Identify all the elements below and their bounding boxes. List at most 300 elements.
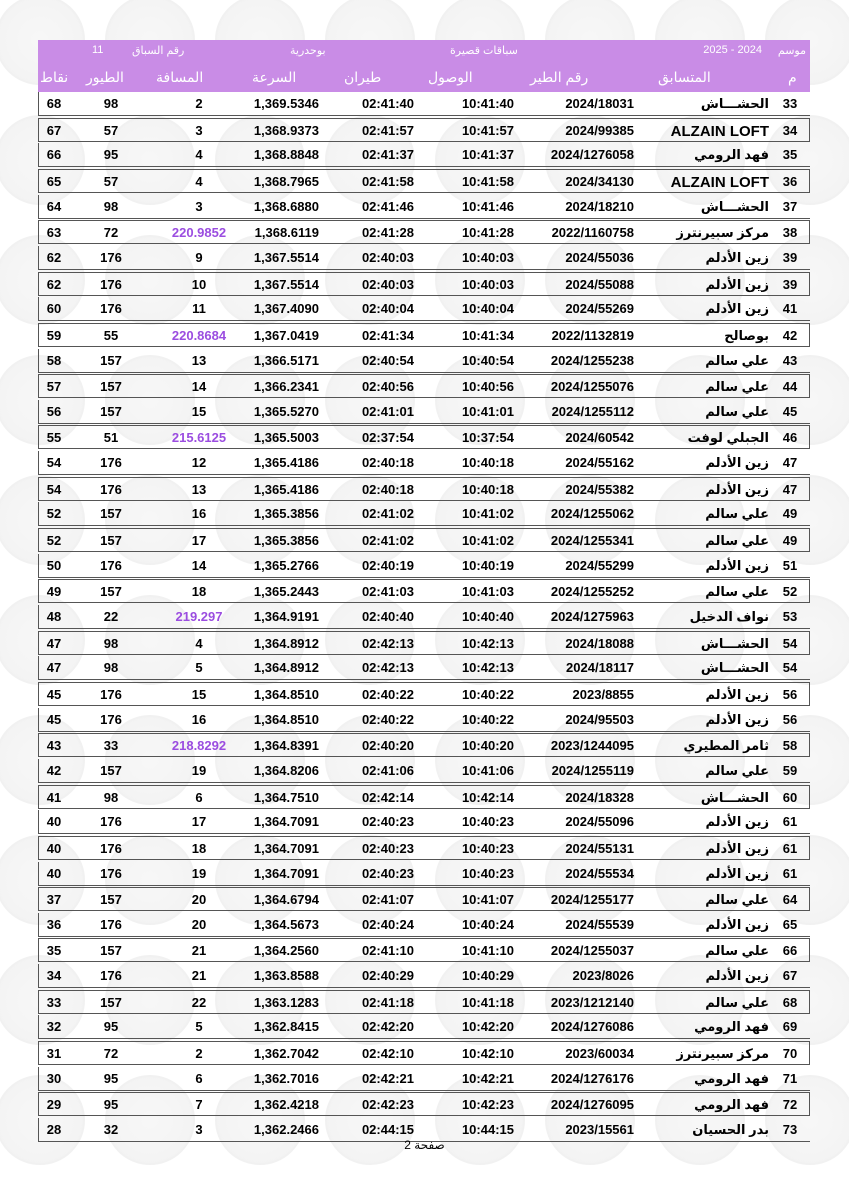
cell-arrival: 10:41:18 xyxy=(461,994,514,1010)
cell-speed: 1,364.7510 xyxy=(253,789,319,805)
cell-flight: 02:41:10 xyxy=(361,943,414,959)
cell-speed: 1,365.2443 xyxy=(253,584,319,600)
table-header xyxy=(38,63,810,92)
cell-arrival: 10:41:07 xyxy=(461,892,514,908)
cell-flight: 02:40:19 xyxy=(361,557,414,573)
cell-flight: 02:42:13 xyxy=(361,635,414,651)
cell-ring: 2022/1132819 xyxy=(551,327,634,343)
cell-distance: 220.8684 xyxy=(171,327,227,343)
cell-name: فهد الرومي xyxy=(694,1019,769,1035)
table-row xyxy=(38,425,810,449)
cell-name: زين الأدلم xyxy=(705,840,769,856)
cell-ring: 2024/1255341 xyxy=(550,533,634,548)
cell-points: 63 xyxy=(46,225,62,241)
cell-points: 60 xyxy=(46,301,62,317)
cell-speed: 1,363.1283 xyxy=(253,994,319,1010)
cell-rank: 37 xyxy=(782,198,798,214)
cell-rank: 41 xyxy=(782,301,798,317)
cell-arrival: 10:40:04 xyxy=(461,301,514,317)
cell-arrival: 10:41:40 xyxy=(461,96,514,111)
cell-rank: 56 xyxy=(782,711,798,727)
table-row xyxy=(38,1067,810,1091)
cell-points: 50 xyxy=(46,557,62,573)
cell-points: 33 xyxy=(46,994,62,1010)
cell-arrival: 10:42:20 xyxy=(461,1019,514,1035)
cell-speed: 1,362.4218 xyxy=(253,1097,319,1113)
cell-birds: 157 xyxy=(100,943,122,959)
cell-birds: 176 xyxy=(100,840,122,856)
table-row xyxy=(38,220,810,244)
cell-speed: 1,364.8912 xyxy=(253,660,319,676)
cell-speed: 1,364.9191 xyxy=(253,609,319,624)
cell-arrival: 10:40:56 xyxy=(461,379,514,395)
cell-ring: 2024/34130 xyxy=(565,173,634,189)
cell-arrival: 10:41:58 xyxy=(461,173,514,189)
cell-flight: 02:42:10 xyxy=(361,1046,414,1061)
cell-birds: 157 xyxy=(100,892,122,908)
cell-flight: 02:41:03 xyxy=(361,584,414,600)
cell-speed: 1,368.9373 xyxy=(253,122,319,138)
cell-ring: 2024/1255177 xyxy=(550,892,634,908)
cell-distance: 10 xyxy=(191,276,207,292)
cell-ring: 2024/55162 xyxy=(565,455,634,471)
cell-ring: 2024/99385 xyxy=(565,122,634,138)
cell-arrival: 10:40:03 xyxy=(461,249,514,265)
table-row xyxy=(38,169,810,193)
cell-flight: 02:40:56 xyxy=(361,379,414,395)
cell-flight: 02:40:20 xyxy=(361,738,414,754)
cell-ring: 2024/55036 xyxy=(565,249,634,265)
cell-birds: 55 xyxy=(103,327,119,343)
cell-distance: 11 xyxy=(192,301,206,317)
cell-rank: 73 xyxy=(782,1122,798,1137)
cell-points: 49 xyxy=(46,584,62,600)
col-distance: المسافة xyxy=(156,69,204,85)
cell-points: 48 xyxy=(46,609,62,624)
cell-arrival: 10:42:10 xyxy=(461,1046,514,1061)
table-row xyxy=(38,785,810,809)
cell-points: 32 xyxy=(46,1019,62,1035)
cell-distance: 220.9852 xyxy=(171,225,227,241)
cell-name: بوصالح xyxy=(724,327,769,343)
cell-rank: 53 xyxy=(782,609,798,624)
table-row xyxy=(38,374,810,398)
cell-distance: 13 xyxy=(191,481,207,497)
cell-distance: 4 xyxy=(195,635,203,651)
cell-rank: 61 xyxy=(782,814,798,830)
cell-rank: 60 xyxy=(782,789,798,805)
cell-points: 52 xyxy=(46,506,62,522)
cell-birds: 57 xyxy=(103,173,119,189)
cell-speed: 1,365.4186 xyxy=(253,481,319,497)
cell-points: 57 xyxy=(46,379,62,395)
table-row xyxy=(38,323,810,347)
cell-birds: 157 xyxy=(100,762,122,778)
cell-name: الحشـــاش xyxy=(700,635,769,651)
table-row xyxy=(38,272,810,296)
cell-birds: 176 xyxy=(100,916,122,932)
cell-name: الجبلي لوفت xyxy=(687,430,769,446)
cell-ring: 2024/1276095 xyxy=(550,1097,634,1113)
cell-rank: 59 xyxy=(782,762,798,778)
race-number-label: رقم السباق xyxy=(132,45,185,57)
table-row xyxy=(38,246,810,270)
cell-points: 47 xyxy=(46,635,62,651)
table-row xyxy=(38,400,810,424)
cell-rank: 72 xyxy=(782,1097,798,1113)
cell-rank: 64 xyxy=(782,892,798,908)
cell-points: 45 xyxy=(46,711,62,727)
cell-speed: 1,362.7016 xyxy=(253,1070,319,1086)
cell-speed: 1,362.7042 xyxy=(253,1046,319,1061)
cell-flight: 02:41:01 xyxy=(361,403,414,419)
cell-ring: 2022/1160758 xyxy=(551,225,634,241)
cell-rank: 35 xyxy=(782,147,798,163)
cell-arrival: 10:40:18 xyxy=(461,481,514,497)
cell-flight: 02:41:58 xyxy=(361,173,414,189)
cell-speed: 1,365.2766 xyxy=(253,557,319,573)
cell-points: 41 xyxy=(46,789,62,805)
cell-name: الحشـــاش xyxy=(700,789,769,805)
cell-birds: 157 xyxy=(100,506,122,522)
cell-distance: 215.6125 xyxy=(171,430,227,446)
cell-points: 66 xyxy=(46,147,62,163)
cell-arrival: 10:42:23 xyxy=(461,1097,514,1113)
cell-arrival: 10:41:06 xyxy=(461,762,514,778)
cell-flight: 02:40:04 xyxy=(361,301,414,317)
cell-flight: 02:40:24 xyxy=(361,916,414,932)
table-row xyxy=(38,733,810,757)
cell-points: 65 xyxy=(46,173,62,189)
cell-name: زين الأدلم xyxy=(705,814,769,830)
cell-points: 68 xyxy=(46,96,62,111)
cell-points: 52 xyxy=(46,533,62,548)
table-row xyxy=(38,579,810,603)
cell-rank: 39 xyxy=(782,249,798,265)
cell-flight: 02:40:18 xyxy=(361,455,414,471)
cell-birds: 98 xyxy=(103,96,119,111)
cell-rank: 69 xyxy=(782,1019,798,1035)
cell-name: علي سالم xyxy=(705,533,769,548)
cell-distance: 14 xyxy=(191,557,207,573)
cell-birds: 157 xyxy=(100,994,122,1010)
cell-speed: 1,364.8391 xyxy=(253,738,319,754)
cell-distance: 22 xyxy=(191,994,207,1010)
cell-ring: 2024/60542 xyxy=(565,430,634,446)
cell-arrival: 10:41:34 xyxy=(461,327,514,343)
cell-points: 37 xyxy=(46,892,62,908)
table-row xyxy=(38,297,810,321)
cell-distance: 2 xyxy=(195,1046,203,1061)
cell-speed: 1,367.5514 xyxy=(253,249,319,265)
cell-name: زين الأدلم xyxy=(705,686,769,702)
season-value: 2025 - 2024 xyxy=(703,44,762,56)
cell-flight: 02:40:18 xyxy=(361,481,414,497)
cell-points: 58 xyxy=(46,352,62,368)
cell-points: 54 xyxy=(46,455,62,471)
table-row xyxy=(38,708,810,732)
cell-name: ALZAIN LOFT xyxy=(670,122,769,140)
cell-distance: 19 xyxy=(191,865,207,881)
cell-birds: 176 xyxy=(100,968,122,984)
cell-arrival: 10:40:29 xyxy=(461,968,514,984)
cell-arrival: 10:44:15 xyxy=(461,1122,514,1137)
cell-points: 35 xyxy=(46,943,62,959)
cell-speed: 1,363.8588 xyxy=(253,968,319,984)
cell-birds: 95 xyxy=(103,147,119,163)
cell-rank: 54 xyxy=(782,660,798,676)
cell-flight: 02:40:23 xyxy=(361,865,414,881)
table-row xyxy=(38,938,810,962)
cell-rank: 58 xyxy=(782,738,798,754)
cell-arrival: 10:42:14 xyxy=(461,789,514,805)
cell-flight: 02:40:03 xyxy=(361,249,414,265)
cell-name: الحشـــاش xyxy=(700,96,769,111)
cell-rank: 68 xyxy=(782,994,798,1010)
cell-arrival: 10:41:02 xyxy=(461,506,514,522)
table-row xyxy=(38,92,810,116)
cell-distance: 5 xyxy=(195,1019,203,1035)
col-rank: م xyxy=(788,69,797,85)
cell-birds: 157 xyxy=(100,403,122,419)
cell-name: علي سالم xyxy=(705,994,769,1010)
cell-rank: 52 xyxy=(782,584,798,600)
cell-arrival: 10:40:03 xyxy=(461,276,514,292)
cell-rank: 51 xyxy=(782,557,798,573)
cell-distance: 18 xyxy=(191,584,207,600)
cell-birds: 176 xyxy=(100,865,122,881)
cell-ring: 2023/60034 xyxy=(565,1046,634,1061)
cell-name: فهد الرومي xyxy=(694,1097,769,1113)
cell-rank: 33 xyxy=(782,96,798,111)
cell-speed: 1,365.5270 xyxy=(253,403,319,419)
race-number: 11 xyxy=(92,44,104,56)
cell-name: علي سالم xyxy=(705,892,769,908)
cell-ring: 2024/18328 xyxy=(565,789,634,805)
cell-points: 45 xyxy=(46,686,62,702)
cell-distance: 4 xyxy=(195,147,203,163)
cell-distance: 9 xyxy=(195,249,203,265)
cell-flight: 02:42:20 xyxy=(361,1019,414,1035)
cell-ring: 2024/55534 xyxy=(565,865,634,881)
cell-speed: 1,364.7091 xyxy=(253,865,319,881)
cell-birds: 98 xyxy=(103,660,119,676)
table-row xyxy=(38,477,810,501)
cell-points: 62 xyxy=(46,249,62,265)
cell-arrival: 10:42:21 xyxy=(461,1070,514,1086)
cell-arrival: 10:41:57 xyxy=(461,122,514,138)
cell-birds: 176 xyxy=(100,301,122,317)
cell-arrival: 10:37:54 xyxy=(461,430,514,446)
cell-ring: 2024/55096 xyxy=(565,814,634,830)
cell-distance: 19 xyxy=(191,762,207,778)
cell-arrival: 10:41:46 xyxy=(461,198,514,214)
cell-ring: 2024/18210 xyxy=(565,198,634,214)
cell-distance: 16 xyxy=(191,506,207,522)
cell-flight: 02:41:02 xyxy=(361,506,414,522)
cell-birds: 176 xyxy=(100,276,122,292)
cell-birds: 98 xyxy=(103,635,119,651)
cell-ring: 2024/1276086 xyxy=(550,1019,634,1035)
cell-rank: 39 xyxy=(782,276,798,292)
cell-distance: 15 xyxy=(191,686,207,702)
table-row xyxy=(38,118,810,142)
cell-birds: 176 xyxy=(100,481,122,497)
cell-points: 56 xyxy=(46,403,62,419)
cell-rank: 49 xyxy=(782,506,798,522)
cell-birds: 157 xyxy=(100,533,122,548)
cell-flight: 02:41:46 xyxy=(361,198,414,214)
cell-flight: 02:40:03 xyxy=(361,276,414,292)
cell-distance: 17 xyxy=(191,814,207,830)
cell-points: 59 xyxy=(46,327,62,343)
cell-distance: 13 xyxy=(191,352,207,368)
cell-ring: 2024/55088 xyxy=(565,276,634,292)
col-speed: السرعة xyxy=(252,69,297,85)
cell-speed: 1,365.3856 xyxy=(253,506,319,522)
cell-flight: 02:42:14 xyxy=(361,789,414,805)
cell-ring: 2023/8026 xyxy=(572,968,634,984)
cell-birds: 176 xyxy=(100,455,122,471)
cell-flight: 02:40:22 xyxy=(361,711,414,727)
cell-flight: 02:42:13 xyxy=(361,660,414,676)
table-row xyxy=(38,528,810,552)
cell-ring: 2024/1255238 xyxy=(550,352,634,368)
cell-rank: 47 xyxy=(782,455,798,471)
table-row xyxy=(38,990,810,1014)
cell-arrival: 10:40:22 xyxy=(461,686,514,702)
cell-rank: 34 xyxy=(782,122,798,138)
cell-birds: 176 xyxy=(100,686,122,702)
cell-points: 34 xyxy=(46,968,62,984)
cell-birds: 176 xyxy=(100,711,122,727)
cell-speed: 1,366.2341 xyxy=(253,379,319,395)
cell-name: زين الأدلم xyxy=(705,301,769,317)
table-row xyxy=(38,682,810,706)
cell-flight: 02:40:23 xyxy=(361,814,414,830)
cell-rank: 44 xyxy=(782,379,798,395)
table-row xyxy=(38,887,810,911)
cell-speed: 1,364.8206 xyxy=(253,762,319,778)
table-row xyxy=(38,836,810,860)
cell-name: زين الأدلم xyxy=(705,276,769,292)
cell-flight: 02:42:21 xyxy=(361,1070,414,1086)
cell-arrival: 10:40:23 xyxy=(461,865,514,881)
cell-arrival: 10:40:23 xyxy=(461,840,514,856)
cell-points: 55 xyxy=(46,430,62,446)
cell-speed: 1,365.3856 xyxy=(253,533,319,548)
race-location: بوحدرية xyxy=(290,45,326,57)
cell-name: نواف الدخيل xyxy=(689,609,769,624)
cell-distance: 15 xyxy=(191,403,207,419)
cell-distance: 21 xyxy=(191,943,207,959)
table-row xyxy=(38,631,810,655)
col-ring: رقم الطير xyxy=(530,69,589,85)
cell-flight: 02:40:40 xyxy=(361,609,414,624)
cell-rank: 38 xyxy=(782,225,798,241)
cell-arrival: 10:41:03 xyxy=(461,584,514,600)
col-birds: الطيور xyxy=(86,69,124,85)
cell-distance: 20 xyxy=(191,916,207,932)
cell-ring: 2023/1244095 xyxy=(550,738,634,754)
cell-distance: 6 xyxy=(195,789,203,805)
col-points: نقاط xyxy=(40,69,69,85)
table-row xyxy=(38,349,810,373)
cell-distance: 219.297 xyxy=(175,609,223,624)
cell-birds: 22 xyxy=(103,609,119,624)
cell-ring: 2024/1255112 xyxy=(551,403,634,419)
cell-name: علي سالم xyxy=(705,403,769,419)
cell-name: مركز سبيرنترز xyxy=(676,1046,769,1061)
cell-ring: 2024/1276176 xyxy=(550,1070,634,1086)
race-info-bar xyxy=(38,40,810,63)
cell-birds: 157 xyxy=(100,584,122,600)
cell-birds: 98 xyxy=(103,789,119,805)
cell-name: زين الأدلم xyxy=(705,557,769,573)
table-row xyxy=(38,502,810,526)
cell-flight: 02:41:02 xyxy=(361,533,414,548)
cell-arrival: 10:40:54 xyxy=(461,352,514,368)
cell-points: 40 xyxy=(46,840,62,856)
cell-distance: 18 xyxy=(191,840,207,856)
season-label: موسم xyxy=(777,45,806,57)
cell-flight: 02:37:54 xyxy=(361,430,414,446)
cell-arrival: 10:42:13 xyxy=(461,660,514,676)
cell-distance: 3 xyxy=(195,122,203,138)
cell-arrival: 10:41:01 xyxy=(461,403,514,419)
cell-speed: 1,364.6794 xyxy=(253,892,319,908)
cell-birds: 95 xyxy=(103,1097,119,1113)
cell-points: 64 xyxy=(46,198,62,214)
table-row xyxy=(38,1015,810,1039)
cell-birds: 33 xyxy=(103,738,119,754)
cell-speed: 1,367.4090 xyxy=(253,301,319,317)
cell-speed: 1,367.0419 xyxy=(253,327,319,343)
cell-birds: 72 xyxy=(103,225,119,241)
table-row xyxy=(38,143,810,167)
cell-distance: 5 xyxy=(195,660,203,676)
cell-speed: 1,364.8510 xyxy=(253,711,319,727)
col-arrival: الوصول xyxy=(428,69,473,85)
page-number: صفحة 2 xyxy=(404,1138,445,1152)
cell-rank: 71 xyxy=(782,1070,798,1086)
cell-distance: 16 xyxy=(191,711,207,727)
cell-ring: 2024/1255062 xyxy=(550,506,634,522)
cell-flight: 02:41:06 xyxy=(361,762,414,778)
race-type: سباقات قصيرة xyxy=(450,45,518,57)
cell-speed: 1,368.6119 xyxy=(254,225,319,241)
cell-name: علي سالم xyxy=(705,943,769,959)
cell-rank: 54 xyxy=(782,635,798,651)
cell-rank: 56 xyxy=(782,686,798,702)
cell-flight: 02:40:22 xyxy=(361,686,414,702)
cell-points: 43 xyxy=(46,738,62,754)
cell-rank: 46 xyxy=(782,430,798,446)
cell-flight: 02:41:07 xyxy=(361,892,414,908)
cell-birds: 95 xyxy=(103,1070,119,1086)
col-name: المتسابق xyxy=(658,69,711,85)
cell-rank: 49 xyxy=(782,533,798,548)
cell-speed: 1,365.5003 xyxy=(253,430,319,446)
cell-distance: 3 xyxy=(195,1122,203,1137)
cell-birds: 95 xyxy=(103,1019,119,1035)
cell-rank: 45 xyxy=(782,403,798,419)
cell-ring: 2023/1212140 xyxy=(550,994,634,1010)
cell-birds: 157 xyxy=(100,352,122,368)
cell-flight: 02:40:54 xyxy=(361,352,414,368)
table-row xyxy=(38,913,810,937)
cell-birds: 176 xyxy=(100,557,122,573)
